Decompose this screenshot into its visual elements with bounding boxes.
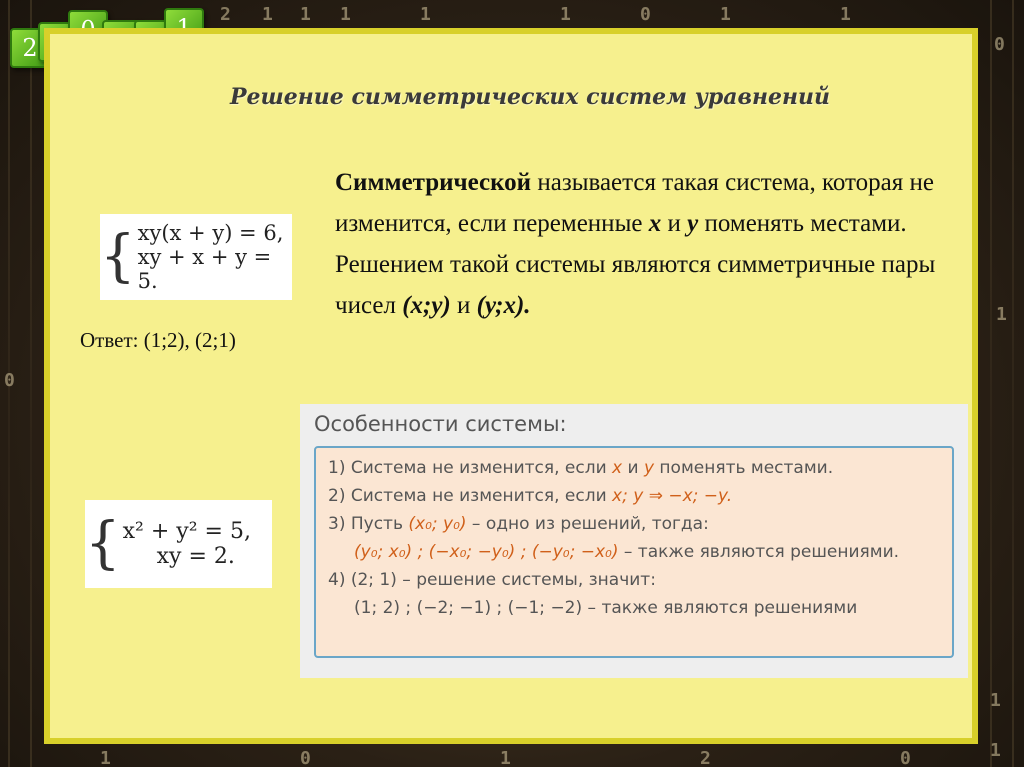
features-box: [300, 404, 968, 678]
bg-digit: 1: [720, 4, 731, 25]
bg-digit: 1: [262, 4, 273, 25]
bg-digit: 2: [700, 748, 711, 767]
bg-digit: 1: [990, 690, 1001, 711]
bg-digit: 0: [4, 370, 15, 391]
equation-line: x² + y² = 5,: [122, 519, 251, 544]
features-list: [314, 446, 954, 658]
bg-digit: 1: [996, 304, 1007, 325]
slide-title: Решение симметрических систем уравнений: [229, 84, 831, 110]
feature-item: 1) Система не изменится, если x и y поменять местами.: [328, 458, 834, 478]
bg-digit: 1: [840, 4, 851, 25]
pair-xy: (х;у): [402, 292, 451, 319]
equation-line: xy + x + y = 5.: [137, 245, 272, 293]
bg-digit: 2: [220, 4, 231, 25]
pair-yx: (у;х).: [476, 292, 531, 319]
equation-line: xy(x + y) = 6,: [137, 221, 284, 245]
cube: 2: [10, 28, 50, 68]
bg-digit: 1: [560, 4, 571, 25]
feature-item: (1; 2) ; (−2; −1) ; (−1; −2) – также являются решениями: [354, 598, 858, 618]
definition-part: и: [450, 292, 477, 319]
definition-term: Симметрической: [335, 169, 532, 196]
bg-digit: 0: [994, 34, 1005, 55]
bg-digit: 1: [300, 4, 311, 25]
feature-item: 3) Пусть (x₀; y₀) – одно из решений, тогда:: [328, 514, 709, 534]
bg-digit: 1: [100, 748, 111, 767]
bg-digit: 0: [300, 748, 311, 767]
definition-part: и: [661, 210, 688, 237]
slide-panel: [44, 28, 978, 744]
system-equation-2: [85, 500, 272, 588]
bg-digit: 1: [990, 740, 1001, 761]
answer-text: Ответ: (1;2), (2;1): [80, 328, 236, 352]
definition-text: [335, 162, 945, 326]
feature-item: 4) (2; 1) – решение системы, значит:: [328, 570, 656, 590]
brace-icon: {: [85, 511, 121, 576]
bg-digit: 1: [340, 4, 351, 25]
brace-icon: {: [100, 224, 136, 289]
definition-part: называется такая система, которая не изменится, если переменные: [335, 169, 934, 237]
bg-digit: 1: [500, 748, 511, 767]
bg-digit: 1: [420, 4, 431, 25]
system-equation-1: [100, 214, 292, 300]
definition-part: поменять местами: [698, 210, 901, 237]
definition-part: .: [900, 210, 907, 237]
definition-part: Решением такой системы являются симметричные пары чисел: [335, 251, 936, 319]
feature-item: (y₀; x₀) ; (−x₀; −y₀) ; (−y₀; −x₀) – также являются решениями.: [354, 542, 900, 562]
variable-x: х: [648, 210, 662, 237]
bg-digit: 0: [900, 748, 911, 767]
equation-line: xy = 2.: [156, 544, 235, 569]
bg-digit: 0: [640, 4, 651, 25]
feature-item: 2) Система не изменится, если x; y ⇒ −x; −y.: [328, 486, 733, 506]
features-heading: Особенности системы:: [314, 412, 567, 436]
variable-y: у: [687, 210, 699, 237]
